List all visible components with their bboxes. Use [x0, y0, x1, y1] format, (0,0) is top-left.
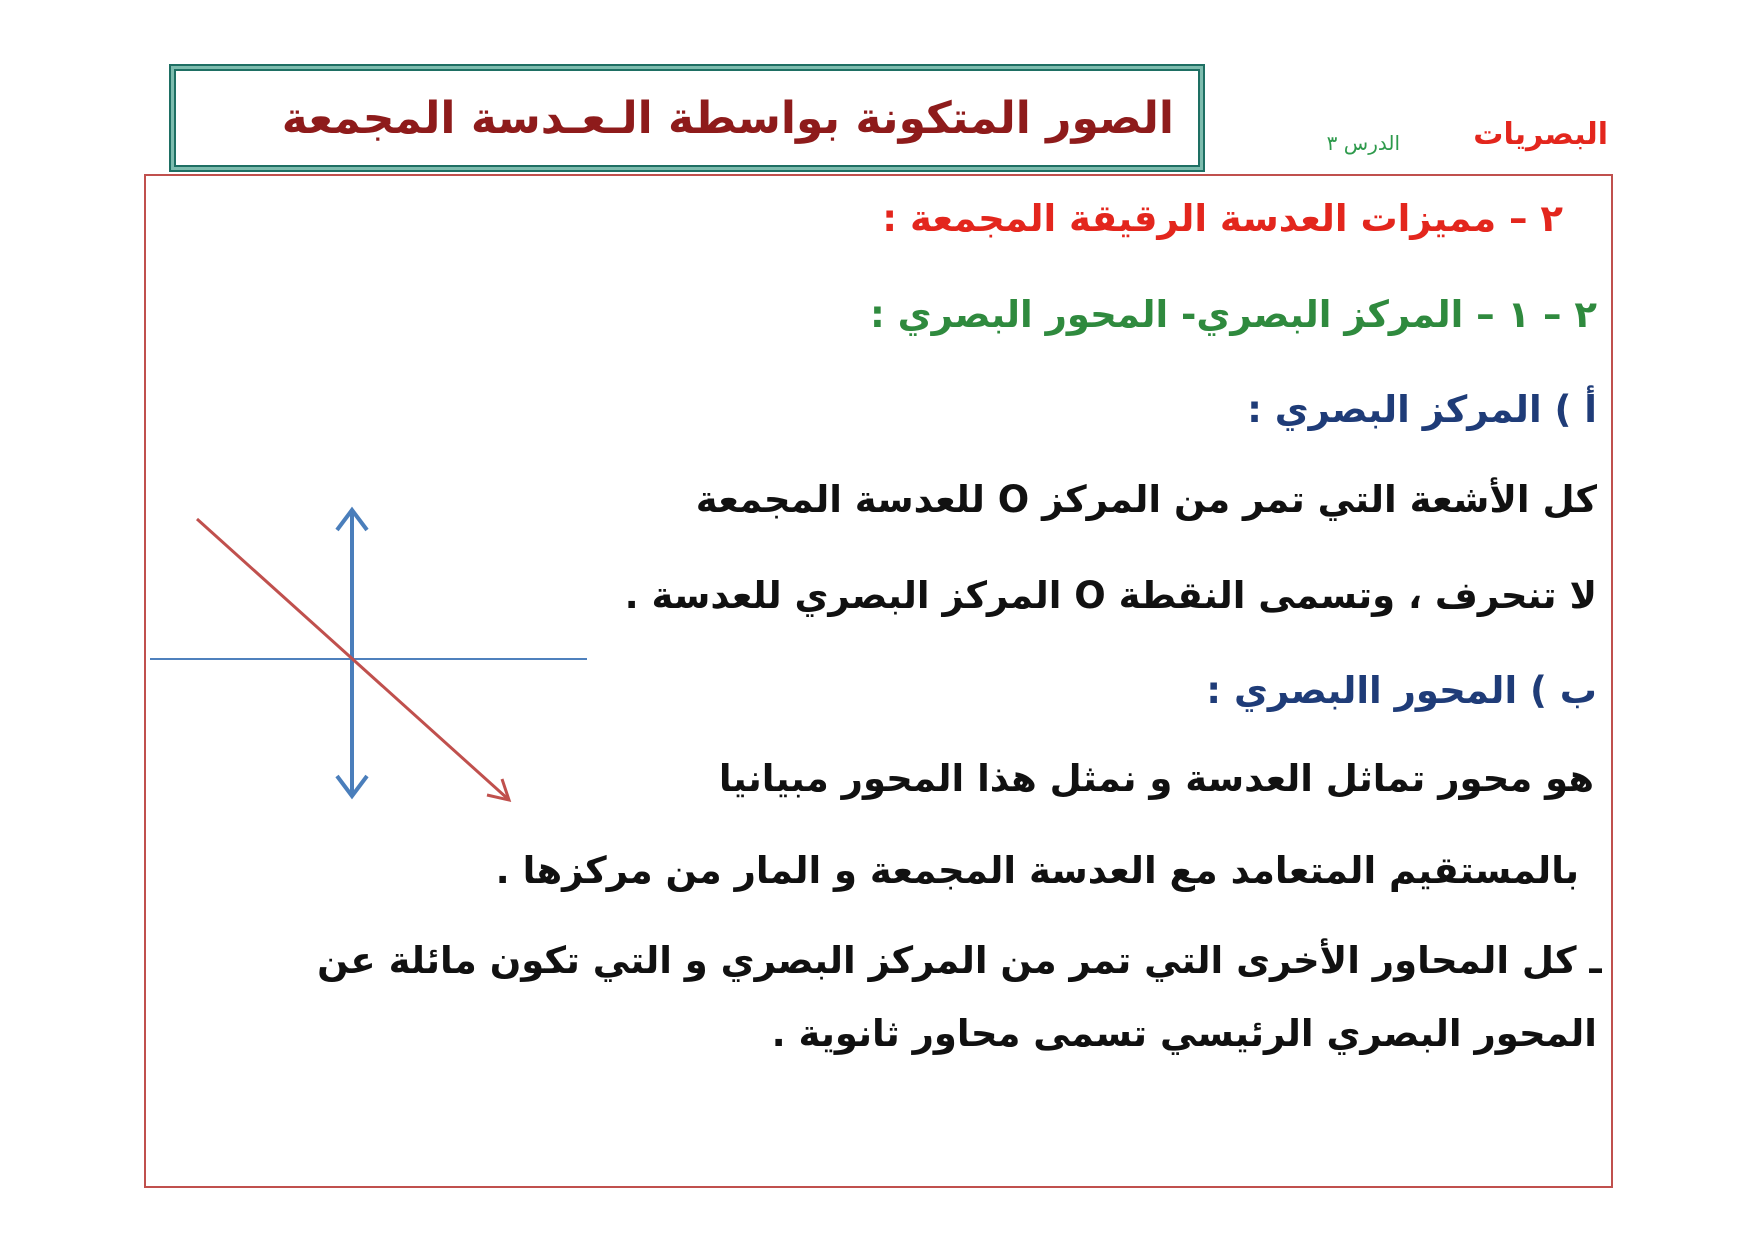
note-line: المحور البصري الرئيسي تسمى محاور ثانوية . — [771, 1012, 1597, 1055]
part-a-line: كل الأشعة التي تمر من المركز O للعدسة المجمعة — [695, 478, 1597, 521]
note-line: ـ كل المحاور الأخرى التي تمر من المركز البصري و التي تكون مائلة عن — [317, 939, 1602, 982]
part-a-heading: أ ) المركز البصري : — [1247, 388, 1597, 431]
part-a-line: لا تنحرف ، وتسمى النقطة O المركز البصري للعدسة . — [624, 574, 1597, 617]
subsection-heading: ٢ – ١ – المركز البصري- المحور البصري : — [870, 293, 1597, 336]
title-box-inner — [174, 69, 1200, 167]
page-title: الصور المتكونة بواسطة الـعـدسة المجمعة — [281, 92, 1174, 144]
title-box — [169, 64, 1205, 172]
section-heading: ٢ – مميزات العدسة الرقيقة المجمعة : — [882, 197, 1563, 240]
part-b-line: هو محور تماثل العدسة و نمثل هذا المحور مبيانيا — [718, 757, 1594, 800]
part-b-heading: ب ) المحور االبصري : — [1206, 669, 1597, 712]
subject-label: البصريات — [1473, 117, 1608, 152]
part-b-line: بالمستقيم المتعامد مع العدسة المجمعة و المار من مركزها . — [495, 849, 1579, 892]
lesson-label: الدرس ٣ — [1326, 131, 1400, 155]
